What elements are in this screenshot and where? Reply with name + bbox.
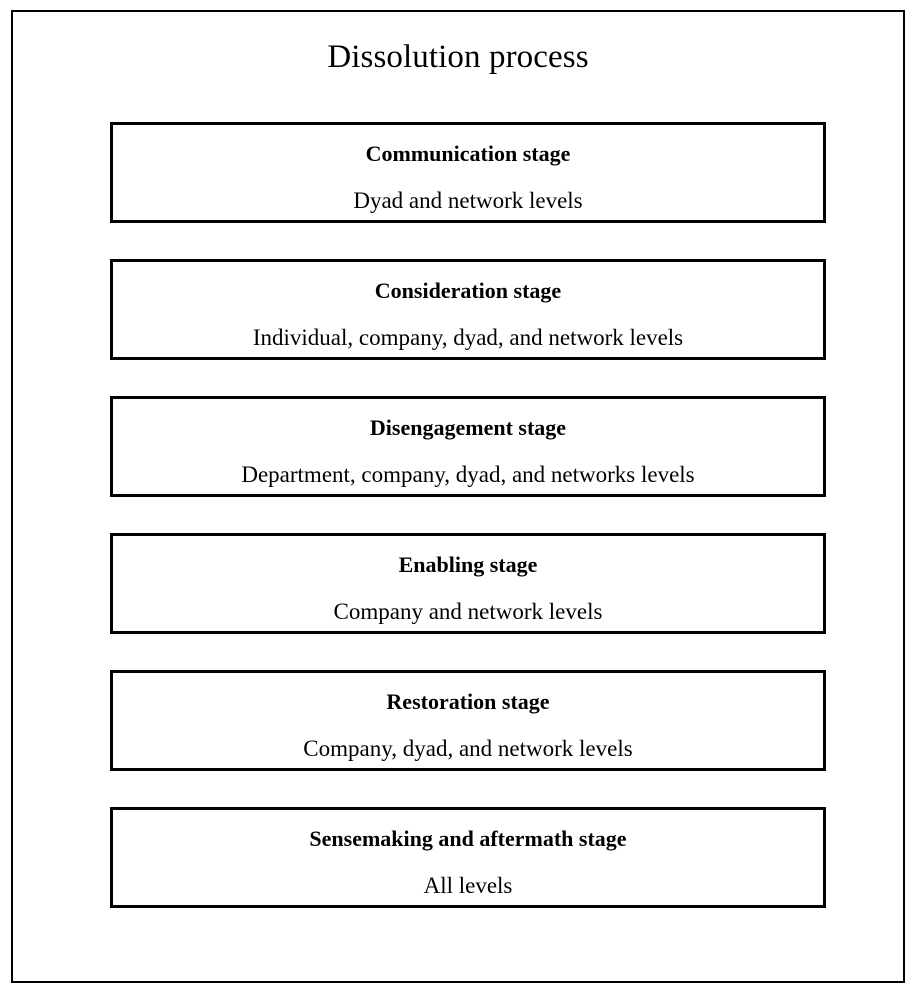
stage-levels: Department, company, dyad, and networks levels: [241, 462, 695, 487]
stage-levels: Company, dyad, and network levels: [303, 736, 633, 761]
stage-box-disengagement: [110, 396, 826, 497]
stage-levels: Individual, company, dyad, and network levels: [252, 325, 684, 350]
stage-box-communication: [110, 122, 826, 223]
stage-box-restoration: [110, 670, 826, 771]
stage-levels: Company and network levels: [333, 599, 603, 624]
stage-levels: Dyad and network levels: [353, 188, 583, 213]
stage-box-enabling: [110, 533, 826, 634]
stage-title: Enabling stage: [398, 552, 538, 577]
page-title: Dissolution process: [327, 39, 589, 75]
stage-title: Sensemaking and aftermath stage: [309, 826, 627, 851]
stage-title: Disengagement stage: [369, 415, 567, 440]
dissolution-process-figure: [11, 10, 905, 983]
stage-title: Consideration stage: [374, 278, 562, 303]
stage-title: Restoration stage: [386, 689, 550, 714]
stage-box-consideration: [110, 259, 826, 360]
stage-list: [110, 122, 826, 908]
stage-box-sensemaking-aftermath: [110, 807, 826, 908]
stage-levels: All levels: [423, 873, 513, 898]
stage-title: Communication stage: [365, 141, 571, 166]
